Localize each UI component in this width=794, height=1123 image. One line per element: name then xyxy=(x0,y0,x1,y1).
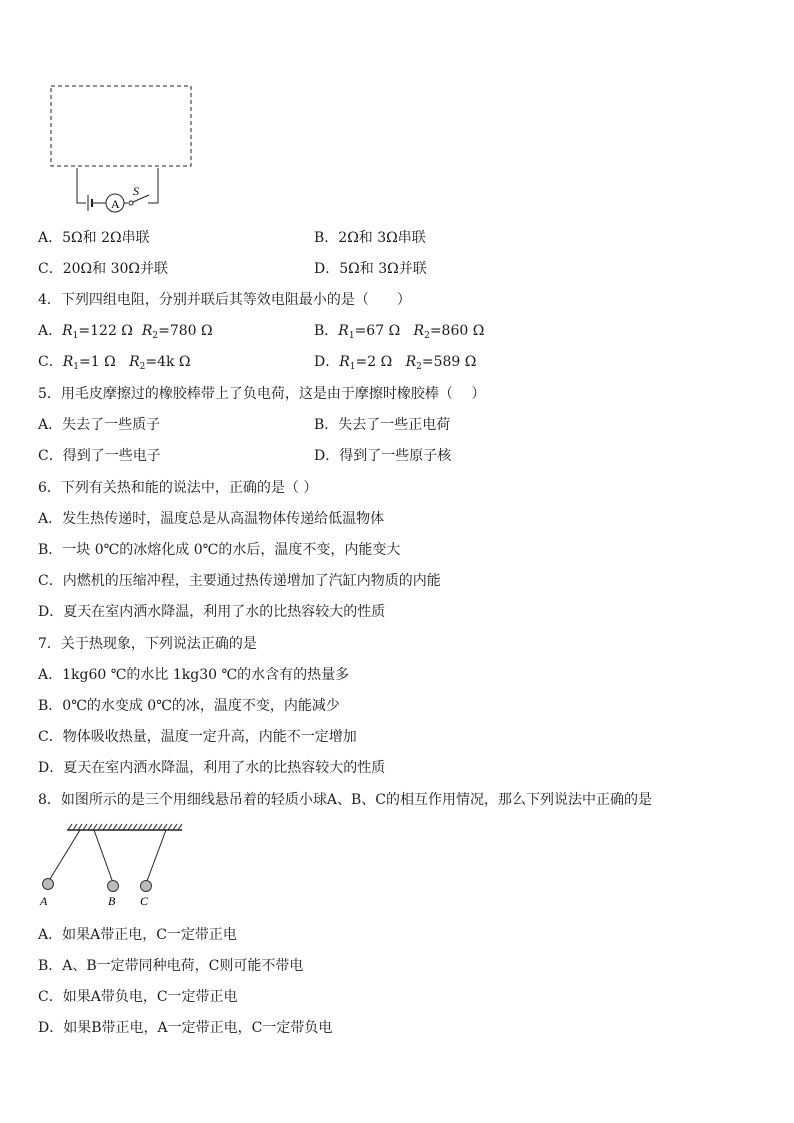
q7-option-c: C．物体吸收热量，温度一定升高，内能不一定增加 xyxy=(38,729,357,745)
ball-a xyxy=(43,879,54,890)
q6-option-c: C．内燃机的压缩冲程，主要通过热传递增加了汽缸内物质的内能 xyxy=(38,573,441,589)
r1-value: =2 Ω xyxy=(355,354,393,370)
subscript: 2 xyxy=(139,362,146,372)
q3-option-d: D．5Ω和 3Ω并联 xyxy=(314,261,427,277)
r1-value: =67 Ω xyxy=(354,323,401,339)
ammeter-label: A xyxy=(111,197,120,211)
r-symbol: R xyxy=(339,354,350,370)
ball-b xyxy=(108,881,119,892)
subscript: 1 xyxy=(349,362,356,372)
ball-label-c: C xyxy=(140,894,149,908)
q3-option-a: A．5Ω和 2Ω串联 xyxy=(38,230,150,246)
q4-option-b xyxy=(314,322,484,345)
r2-value: =860 Ω xyxy=(429,323,485,339)
r2-value: =589 Ω xyxy=(421,354,477,370)
q4-option-d xyxy=(314,353,476,376)
option-letter: A． xyxy=(38,323,63,339)
r2-value: =780 Ω xyxy=(158,323,213,339)
q5-option-a: A．失去了一些质子 xyxy=(38,417,161,433)
q6-option-a: A．发生热传递时，温度总是从高温物体传递给低温物体 xyxy=(38,511,385,527)
r-symbol: R xyxy=(62,323,73,339)
option-letter: B． xyxy=(314,323,339,339)
q4-stem: 4．下列四组电阻，分别并联后其等效电阻最小的是（ ） xyxy=(38,292,411,308)
q6-option-d: D．夏天在室内洒水降温，利用了水的比热容较大的性质 xyxy=(38,604,386,620)
r-symbol: R xyxy=(405,354,417,370)
string-a xyxy=(50,830,80,879)
subscript: 2 xyxy=(152,331,159,341)
ball-label-a: A xyxy=(40,894,48,908)
q8-option-c: C．如果A带负电，C一定带正电 xyxy=(38,989,238,1005)
subscript: 1 xyxy=(348,331,355,341)
switch-label: S xyxy=(133,184,139,198)
subscript: 1 xyxy=(72,331,79,341)
r1-value: =122 Ω xyxy=(78,323,133,339)
string-b xyxy=(94,830,112,880)
q6-option-b: B．一块 0℃的冰熔化成 0℃的水后，温度不变，内能变大 xyxy=(38,542,401,558)
q5-option-c: C．得到了一些电子 xyxy=(38,448,161,464)
r-symbol: R xyxy=(141,323,153,339)
q7-option-d: D．夏天在室内洒水降温，利用了水的比热容较大的性质 xyxy=(38,760,386,776)
subscript: 2 xyxy=(416,362,422,372)
r2-value: =4k Ω xyxy=(145,354,191,370)
q6-stem: 6．下列有关热和能的说法中，正确的是（ ） xyxy=(38,480,318,496)
r-symbol: R xyxy=(413,323,425,339)
r-symbol: R xyxy=(129,354,140,370)
q3-option-b: B．2Ω和 3Ω串联 xyxy=(314,230,426,246)
q8-option-a: A．如果A带正电，C一定带正电 xyxy=(38,927,237,943)
q8-option-b: B．A、B一定带同种电荷，C则可能不带电 xyxy=(38,958,304,974)
ceiling-hatching xyxy=(68,824,182,830)
ball-label-b: B xyxy=(108,894,116,908)
option-letter: D． xyxy=(314,354,340,370)
q7-option-b: B．0℃的水变成 0℃的冰，温度不变，内能减少 xyxy=(38,698,340,714)
q5-option-b: B．失去了一些正电荷 xyxy=(314,417,451,433)
r1-value: =1 Ω xyxy=(79,354,116,370)
pendulum-diagram xyxy=(0,0,200,920)
q8-option-d: D．如果B带正电，A一定带正电，C一定带负电 xyxy=(38,1020,333,1036)
string-c xyxy=(147,830,166,881)
q5-stem: 5．用毛皮摩擦过的橡胶棒带上了负电荷，这是由于摩擦时橡胶棒（ ） xyxy=(38,386,486,402)
q7-stem: 7．关于热现象，下列说法正确的是 xyxy=(38,636,257,652)
option-letter: C． xyxy=(38,354,63,370)
subscript: 2 xyxy=(424,331,430,341)
q8-stem: 8．如图所示的是三个用细线悬吊着的轻质小球A、B、C的相互作用情况，那么下列说法中正确的是 xyxy=(38,792,653,808)
ball-c xyxy=(141,881,152,892)
r-symbol: R xyxy=(338,323,349,339)
subscript: 1 xyxy=(73,362,79,372)
q5-option-d: D．得到了一些原子核 xyxy=(314,448,452,464)
q3-option-c: C．20Ω和 30Ω并联 xyxy=(38,261,169,277)
r-symbol: R xyxy=(62,354,74,370)
q7-option-a: A．1kg60 ℃的水比 1kg30 ℃的水含有的热量多 xyxy=(38,667,350,683)
